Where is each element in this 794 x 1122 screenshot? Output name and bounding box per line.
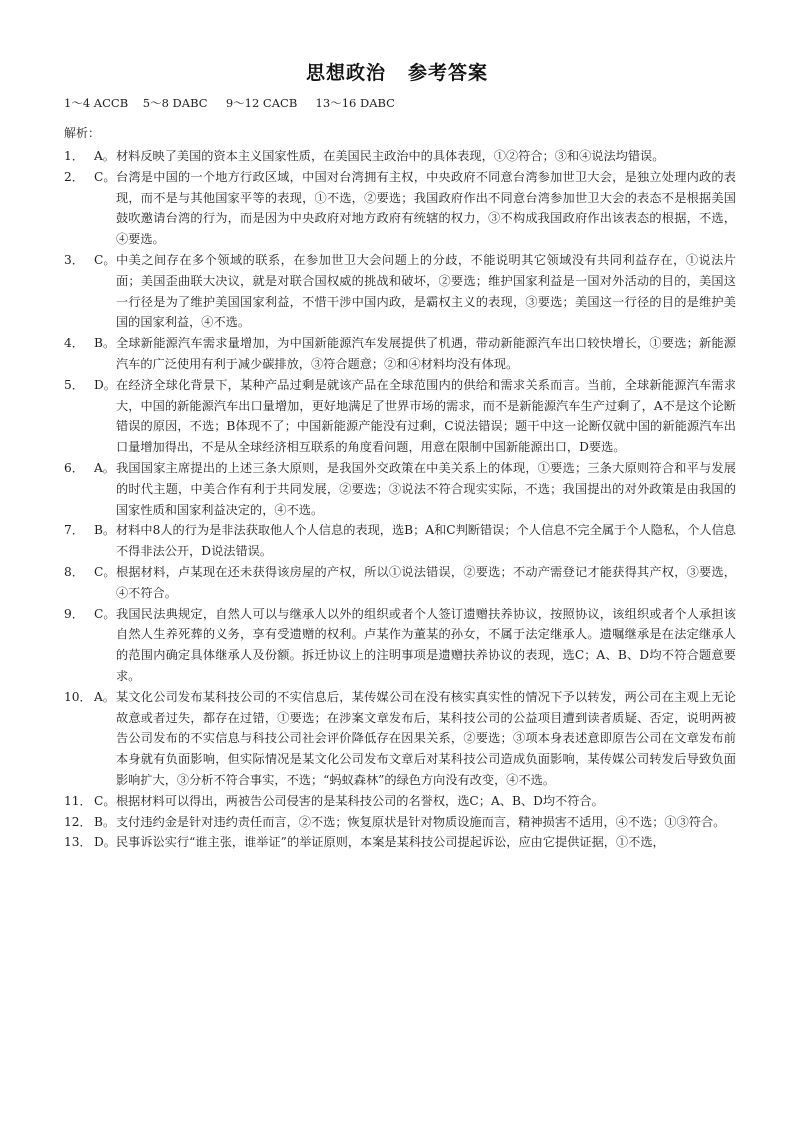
item-text: 材料中8人的行为是非法获取他人个人信息的表现，选B；A和C判断错误；个人信息不完全属于个人隐私，个人信息不得非法公开，D说法错误。 (116, 523, 736, 559)
item-text: 材料反映了美国的资本主义国家性质，在美国民主政治中的具体表现，①②符合；③和④说法均错误。 (116, 149, 665, 163)
analysis-item (64, 458, 736, 520)
title-subject: 思想政治 (305, 62, 386, 84)
item-number: 2． C。 (64, 169, 116, 184)
analysis-item (64, 687, 736, 791)
item-number: 13． D。 (64, 835, 116, 850)
item-number: 3． C。 (64, 252, 116, 267)
analysis-item (64, 812, 736, 833)
item-text: 在经济全球化背景下，某种产品过剩是就该产品在全球范围内的供给和需求关系而言。当前，全球新能源汽车需求大，中国的新能源汽车出口量增加，更好地满足了世界市场的需求，而不是新能源汽车生产过剩了，A不是这个论断错误的原因，不选；B体现不了；中国新能源产能没有过剩，C说法错误；题干中这一论断仅就中国的新能源汽车出口量增加得出，不是从全球经济相互联系的角度看问题，用意在限制中国新能源出口，D要选。 (116, 377, 736, 455)
item-number: 10． A。 (64, 689, 115, 704)
item-number: 6． A。 (64, 460, 115, 475)
answer-key-line: 1～4 ACCB 5～8 DABC 9～12 CACB 13～16 DABC (64, 96, 395, 110)
analysis-item (64, 250, 736, 333)
analysis-item (64, 562, 736, 604)
item-number: 5． D。 (64, 377, 116, 392)
item-number: 12． B。 (64, 814, 116, 829)
analysis-item (64, 520, 736, 562)
item-text: 我国民法典规定，自然人可以与继承人以外的组织或者个人签订遗赠扶养协议，按照协议，该组织或者个人承担该自然人生养死葬的义务，享有受遗赠的权利。卢某作为董某的孙女，不属于法定继承人。遗嘱继承是在法定继承人的范围内确定具体继承人及份额。拆迁协议上的注明事项是遗赠扶养协议的表现，选C；A、B、D均不符合题意要求。 (116, 606, 736, 683)
item-text: 根据材料，卢某现在还未获得该房屋的产权，所以①说法错误，②要选；不动产需登记才能获得其产权，③要选，④不符合。 (116, 564, 736, 600)
item-number: 7． B。 (64, 523, 116, 538)
item-text: 我国国家主席提出的上述三条大原则，是我国外交政策在中美关系上的体现，①要选；三条大原则符合和平与发展的时代主题，中美合作有利于共同发展，②要选；③说法不符合现实实际，不选；我国提出的对外政策是由我国的国家性质和国家利益决定的，④不选。 (116, 460, 736, 517)
analysis-list (64, 146, 736, 853)
item-text: 台湾是中国的一个地方行政区域，中国对台湾拥有主权，中央政府不同意台湾参加世卫大会，是独立处理内政的表现，而不是与其他国家平等的表现，①不选，②要选；我国政府作出不同意台湾参加世卫大会的表态不是根据美国鼓吹邀请台湾的行为，而是因为中央政府对地方政府有统辖的权力，③不构成我国政府作出该表态的根据，不选，④要选。 (116, 169, 736, 247)
analysis-label: 解析： (64, 126, 101, 140)
item-number: 8． C。 (64, 564, 116, 579)
analysis-item (64, 604, 736, 687)
item-text: 全球新能源汽车需求量增加，为中国新能源汽车发展提供了机遇，带动新能源汽车出口较快增长，①要选；新能源汽车的广泛使用有利于减少碳排放，③符合题意；②和④材料均没有体现。 (116, 336, 736, 371)
item-text: 某文化公司发布某科技公司的不实信息后，某传媒公司在没有核实真实性的情况下予以转发，两公司在主观上无论故意或者过失，都存在过错，①要选；在涉案文章发布后，某科技公司的公益项目遭到读者质疑、否定，说明两被告公司发布的不实信息与科技公司社会评价降低存在因果关系，②要选；③项本身表述意即原告公司在文章发布前本身就有负面影响，但实际情况是某文化公司发布文章后对某科技公司造成负面影响，某传媒公司转发后导致负面影响扩大，③分析不符合事实，不选；“蚂蚁森林”的绿色方向没有改变，④不选。 (116, 689, 736, 787)
title-answer-key: 参考答案 (408, 62, 489, 84)
item-text: 根据材料可以得出，两被告公司侵害的是某科技公司的名誉权，选C；A、B、D均不符合。 (116, 793, 604, 808)
analysis-item (64, 832, 736, 853)
item-number: 9． C。 (64, 606, 116, 621)
item-number: 1． A。 (64, 149, 115, 163)
item-text: 中美之间存在多个领域的联系，在参加世卫大会问题上的分歧，不能说明其它领域没有共同利益存在，①说法片面；美国歪曲联大决议，就是对联合国权威的挑战和破坏，②要选；维护国家利益是一国对外活动的目的，美国这一行径是为了维护美国国家利益，不惜干涉中国内政，是霸权主义的表现，③要选；美国这一行径的目的是维护美国的国家利益，④不选。 (116, 252, 736, 330)
analysis-item (64, 333, 736, 375)
analysis-item (64, 167, 736, 250)
item-number: 11． C。 (64, 793, 116, 808)
analysis-item (64, 375, 736, 458)
item-text: 民事诉讼实行“谁主张，谁举证”的举证原则，本案是某科技公司提起诉讼，应由它提供证据，①不选， (116, 835, 665, 850)
analysis-item (64, 146, 736, 167)
page-title (0, 58, 794, 85)
analysis-item (64, 791, 736, 812)
item-number: 4． B。 (64, 336, 116, 351)
item-text: 支付违约金是针对违约责任而言，②不选；恢复原状是针对物质设施而言，精神损害不适用，④不选；①③符合。 (116, 814, 726, 829)
